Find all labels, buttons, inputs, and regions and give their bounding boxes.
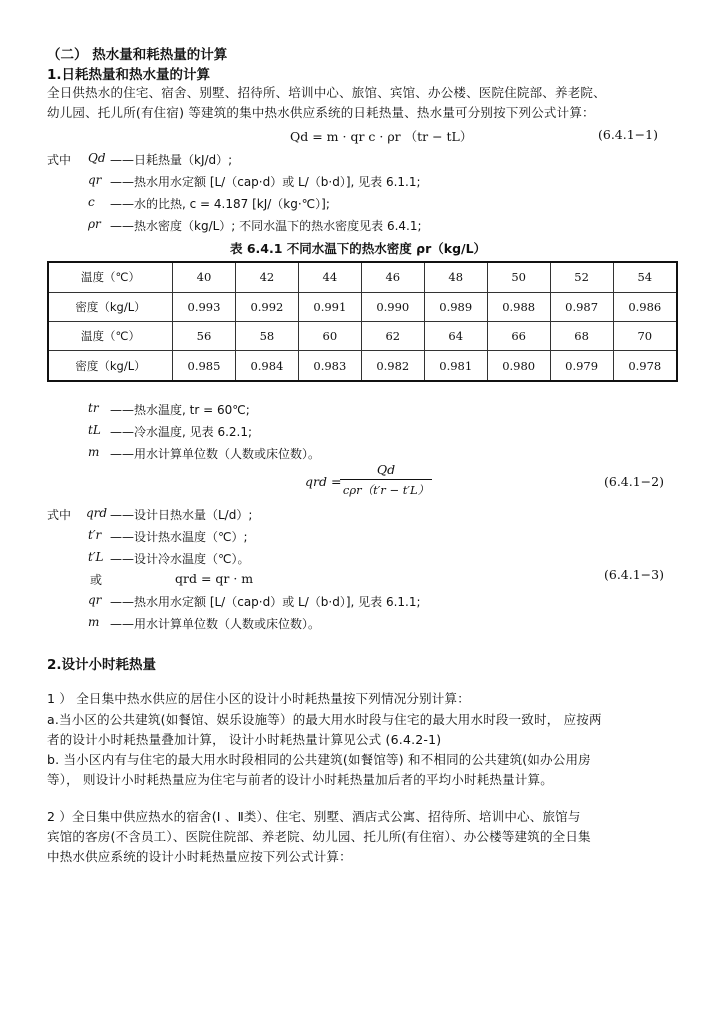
table-cell: 42 xyxy=(235,262,298,292)
table-row-label: 密度（kg/L） xyxy=(48,292,173,321)
def-text: ——设计热水温度（℃）; xyxy=(110,530,248,544)
table-cell: 0.985 xyxy=(173,351,236,381)
table-row xyxy=(48,351,677,381)
equation-3-lead: 或 xyxy=(90,573,103,587)
table-cell: 0.984 xyxy=(235,351,298,381)
para-2-line-3: 中热水供应系统的设计小时耗热量应按下列公式计算： xyxy=(47,849,352,864)
para-1: 1 ） 全日集中热水供应的居住小区的设计小时耗热量按下列情况分别计算： xyxy=(47,691,470,706)
equation-6-4-1-3: qrd = qr · m xyxy=(175,571,254,586)
def-symbol: ρr xyxy=(88,217,101,231)
table-caption: 表 6.4.1 不同水温下的热水密度 ρr（kg/L） xyxy=(230,241,487,256)
def-symbol: tr xyxy=(88,401,99,415)
table-cell: 44 xyxy=(298,262,361,292)
subsection-title-2: 2.设计小时耗热量 xyxy=(47,657,157,673)
def-symbol: qrd xyxy=(86,506,108,520)
equation-number-1: (6.4.1−1) xyxy=(598,127,658,142)
table-row xyxy=(48,292,677,321)
table-cell: 0.991 xyxy=(298,292,361,321)
table-cell: 0.980 xyxy=(487,351,550,381)
table-cell: 56 xyxy=(173,321,236,350)
table-cell: 0.981 xyxy=(424,351,487,381)
table-row xyxy=(48,262,677,292)
table-row-label: 温度（℃） xyxy=(48,262,173,292)
table-cell: 48 xyxy=(424,262,487,292)
def-symbol: Qd xyxy=(88,151,106,165)
table-cell: 0.979 xyxy=(550,351,613,381)
table-cell: 50 xyxy=(487,262,550,292)
table-row-label: 密度（kg/L） xyxy=(48,351,173,381)
equation-number-3: (6.4.1−3) xyxy=(604,567,664,582)
def-symbol: m xyxy=(88,615,100,629)
table-cell: 0.986 xyxy=(613,292,677,321)
table-cell: 70 xyxy=(613,321,677,350)
table-cell: 64 xyxy=(424,321,487,350)
def-symbol: tL xyxy=(88,423,101,437)
table-cell: 46 xyxy=(361,262,424,292)
table-cell: 68 xyxy=(550,321,613,350)
table-cell: 54 xyxy=(613,262,677,292)
def-symbol: qr xyxy=(88,173,102,187)
section-title: （二） 热水量和耗热量的计算 xyxy=(47,47,228,63)
table-cell: 40 xyxy=(173,262,236,292)
intro-line-2: 幼儿园、托儿所(有住宿) 等建筑的集中热水供应系统的日耗热量、热水量可分别按下列公式计算： xyxy=(47,105,595,120)
table-cell: 62 xyxy=(361,321,424,350)
para-2-line-2: 宾馆的客房(不含员工）、医院住院部、养老院、幼儿园、托儿所(有住宿）、办公楼等建筑的全日集 xyxy=(47,829,591,844)
equation-2-lhs: qrd = xyxy=(305,474,342,489)
table-row xyxy=(48,321,677,350)
def-text: ——日耗热量（kJ/d）; xyxy=(110,153,233,167)
def-text: ——热水用水定额 [L/（cap·d）或 L/（b·d）], 见表 6.1.1; xyxy=(110,595,421,609)
para-1b-line-2: 等）， 则设计小时耗热量应为住宅与前者的设计小时耗热量加后者的平均小时耗热量计算。 xyxy=(47,772,553,787)
table-cell: 0.992 xyxy=(235,292,298,321)
table-cell: 58 xyxy=(235,321,298,350)
def-symbol: c xyxy=(88,195,95,209)
def-text: ——用水计算单位数（人数或床位数）。 xyxy=(110,447,321,461)
para-1a-line-1: a.当小区的公共建筑(如餐馆、娱乐设施等）的最大用水时段与住宅的最大用水时段一致时， 应按两 xyxy=(47,712,602,727)
table-cell: 0.978 xyxy=(613,351,677,381)
def-text: ——热水用水定额 [L/（cap·d）或 L/（b·d）], 见表 6.1.1; xyxy=(110,175,421,189)
def-text: ——热水密度（kg/L）; 不同水温下的热水密度见表 6.4.1; xyxy=(110,219,422,233)
def-text: ——水的比热, c = 4.187 [kJ/（kg·℃）]; xyxy=(110,197,330,211)
defs-lead-2: 式中 xyxy=(47,508,72,522)
def-text: ——热水温度, tr = 60℃; xyxy=(110,403,250,417)
def-text: ——用水计算单位数（人数或床位数）。 xyxy=(110,617,321,631)
fraction-bar xyxy=(340,479,432,480)
para-1b-line-1: b. 当小区内有与住宅的最大用水时段相同的公共建筑(如餐馆等) 和不相同的公共建筑(如办公用房 xyxy=(47,752,591,767)
table-cell: 0.987 xyxy=(550,292,613,321)
defs-lead-1: 式中 xyxy=(47,153,72,167)
def-symbol: qr xyxy=(88,593,102,607)
def-text: ——设计日热水量（L/d）; xyxy=(110,508,253,522)
fraction-denominator: cρr（t′r − t′L） xyxy=(342,483,430,497)
table-cell: 0.982 xyxy=(361,351,424,381)
table-cell: 52 xyxy=(550,262,613,292)
def-symbol: m xyxy=(88,445,100,459)
equation-number-2: (6.4.1−2) xyxy=(604,474,664,489)
def-symbol: t′L xyxy=(88,550,104,564)
table-cell: 0.989 xyxy=(424,292,487,321)
intro-line-1: 全日供热水的住宅、宿舍、别墅、招待所、培训中心、旅馆、宾馆、办公楼、医院住院部、养老院、 xyxy=(47,85,606,100)
table-cell: 66 xyxy=(487,321,550,350)
subsection-title-1: 1.日耗热量和热水量的计算 xyxy=(47,67,211,83)
fraction-numerator: Qd xyxy=(376,462,396,477)
density-table xyxy=(47,261,678,382)
equation-6-4-1-1: Qd = m · qr c · ρr （tr − tL） xyxy=(290,129,473,144)
equation-6-4-1-2 xyxy=(340,462,432,498)
para-1a-line-2: 者的设计小时耗热量叠加计算， 设计小时耗热量计算见公式 (6.4.2-1) xyxy=(47,732,442,747)
para-2-line-1: 2 ）全日集中供应热水的宿舍(Ⅰ 、Ⅱ类）、住宅、别墅、酒店式公寓、招待所、培训中心、旅馆与 xyxy=(47,809,581,824)
def-symbol: t′r xyxy=(88,528,102,542)
table-cell: 0.983 xyxy=(298,351,361,381)
table-row-label: 温度（℃） xyxy=(48,321,173,350)
def-text: ——冷水温度, 见表 6.2.1; xyxy=(110,425,253,439)
table-cell: 0.993 xyxy=(173,292,236,321)
table-cell: 0.988 xyxy=(487,292,550,321)
def-text: ——设计冷水温度（℃）。 xyxy=(110,552,250,566)
table-cell: 60 xyxy=(298,321,361,350)
table-cell: 0.990 xyxy=(361,292,424,321)
